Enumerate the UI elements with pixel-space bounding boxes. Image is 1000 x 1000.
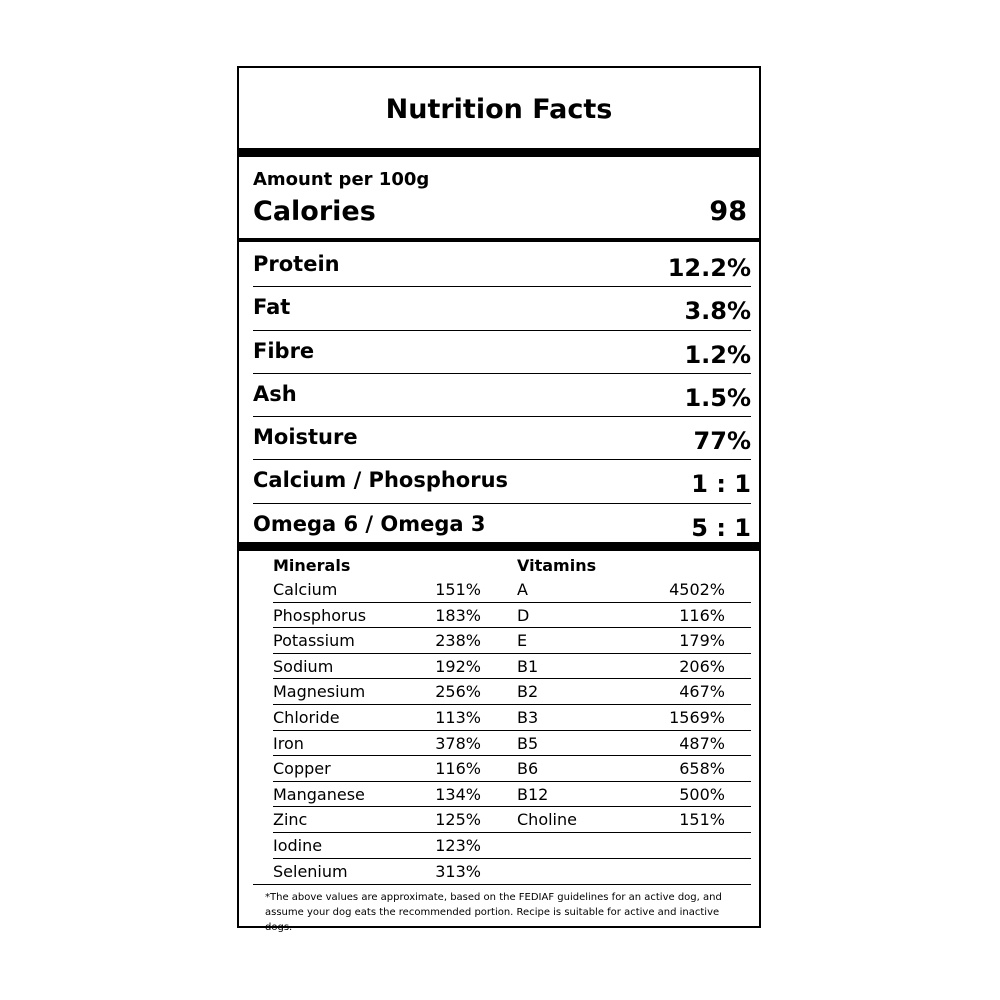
mineral-name: Sodium: [273, 656, 334, 676]
mineral-name: Phosphorus: [273, 605, 367, 625]
mineral-value: 313%: [435, 861, 481, 881]
vitamin-value: 467%: [679, 682, 725, 702]
table-row: [273, 654, 751, 680]
vitamin-value: 151%: [679, 810, 725, 830]
macro-label: Fibre: [253, 338, 315, 363]
mineral-name: Calcium: [273, 580, 338, 599]
table-row: [273, 731, 751, 757]
vitamins-header: Vitamins: [517, 556, 597, 575]
vitamin-name: D: [517, 605, 530, 625]
calories-value: 98: [709, 196, 747, 227]
macro-value: 1.5%: [684, 383, 751, 412]
macro-row-ash: [253, 374, 751, 417]
macro-row-fat: [253, 287, 751, 330]
mineral-value: 256%: [435, 682, 481, 702]
macro-value: 1.2%: [684, 340, 751, 369]
mineral-value: 134%: [435, 784, 481, 804]
medium-divider: [239, 238, 759, 242]
vitamin-value: 116%: [679, 605, 725, 625]
mineral-value: 123%: [435, 835, 481, 855]
table-row: [273, 577, 751, 603]
macro-label: Moisture: [253, 425, 358, 450]
vitamin-value: 206%: [679, 656, 725, 676]
micronutrient-table: [273, 555, 751, 884]
vitamin-name: B6: [517, 759, 539, 779]
vitamin-name: B2: [517, 682, 539, 702]
macro-value: 3.8%: [684, 297, 751, 326]
macro-label: Ash: [253, 381, 297, 406]
table-row: [273, 859, 751, 885]
table-row: [273, 756, 751, 782]
vitamin-name: B5: [517, 733, 539, 753]
table-row: [273, 603, 751, 629]
mineral-value: 183%: [435, 605, 481, 625]
mineral-value: 238%: [435, 631, 481, 651]
table-row: [273, 628, 751, 654]
macro-row-protein: [253, 244, 751, 287]
macro-value: 5 : 1: [691, 513, 751, 542]
vitamin-value: 179%: [679, 631, 725, 651]
table-row: [273, 782, 751, 808]
footnote: *The above values are approximate, based on the FEDIAF guidelines for an active dog, and assume your dog eats the recommended portion. Recipe is suitable for active and inactive dogs.: [265, 892, 722, 933]
macro-row-calcium-phosphorus: [253, 460, 751, 503]
mineral-value: 151%: [435, 580, 481, 599]
vitamin-value: 500%: [679, 784, 725, 804]
vitamin-name: B1: [517, 656, 539, 676]
mineral-value: 378%: [435, 733, 481, 753]
macro-row-moisture: [253, 417, 751, 460]
amount-per-label: Amount per 100g: [253, 169, 430, 190]
macro-label: Calcium / Phosphorus: [253, 468, 509, 493]
mineral-name: Selenium: [273, 861, 348, 881]
vitamin-value: 487%: [679, 733, 725, 753]
mineral-name: Manganese: [273, 784, 365, 804]
mineral-value: 116%: [435, 759, 481, 779]
nutrition-facts-panel: [237, 66, 761, 933]
table-row: [273, 705, 751, 731]
mineral-name: Copper: [273, 759, 331, 779]
mineral-name: Iron: [273, 733, 304, 753]
macro-label: Protein: [253, 252, 340, 276]
macro-value: 12.2%: [667, 254, 751, 282]
mineral-name: Magnesium: [273, 682, 366, 702]
macro-value: 1 : 1: [691, 470, 751, 499]
nutrition-title: Nutrition Facts: [385, 94, 613, 125]
table-row: [273, 833, 751, 859]
macronutrient-list: [253, 244, 751, 547]
mineral-name: Potassium: [273, 631, 355, 651]
macro-label: Fat: [253, 295, 291, 320]
vitamin-value: 1569%: [669, 707, 725, 727]
micronutrient-header: [273, 555, 751, 577]
footnote-divider: [253, 884, 751, 885]
macro-row-omega: [253, 504, 751, 547]
table-row: [273, 807, 751, 833]
mineral-value: 113%: [435, 707, 481, 727]
mineral-value: 192%: [435, 656, 481, 676]
macro-value: 77%: [693, 427, 751, 456]
mineral-value: 125%: [435, 810, 481, 830]
vitamin-name: E: [517, 631, 528, 651]
vitamin-name: Choline: [517, 810, 577, 830]
macro-row-fibre: [253, 331, 751, 374]
mineral-name: Zinc: [273, 810, 308, 830]
minerals-header: Minerals: [273, 556, 351, 575]
calories-label: Calories: [253, 196, 376, 227]
vitamin-value: 658%: [679, 759, 725, 779]
macro-label: Omega 6 / Omega 3: [253, 511, 486, 536]
mineral-name: Iodine: [273, 835, 323, 855]
thick-divider-bottom: [239, 542, 759, 551]
vitamin-name: B12: [517, 784, 549, 804]
table-row: [273, 679, 751, 705]
mineral-name: Chloride: [273, 707, 340, 727]
vitamin-name: A: [517, 580, 528, 599]
vitamin-name: B3: [517, 707, 539, 727]
vitamin-value: 4502%: [669, 580, 725, 599]
thick-divider-top: [239, 148, 759, 157]
